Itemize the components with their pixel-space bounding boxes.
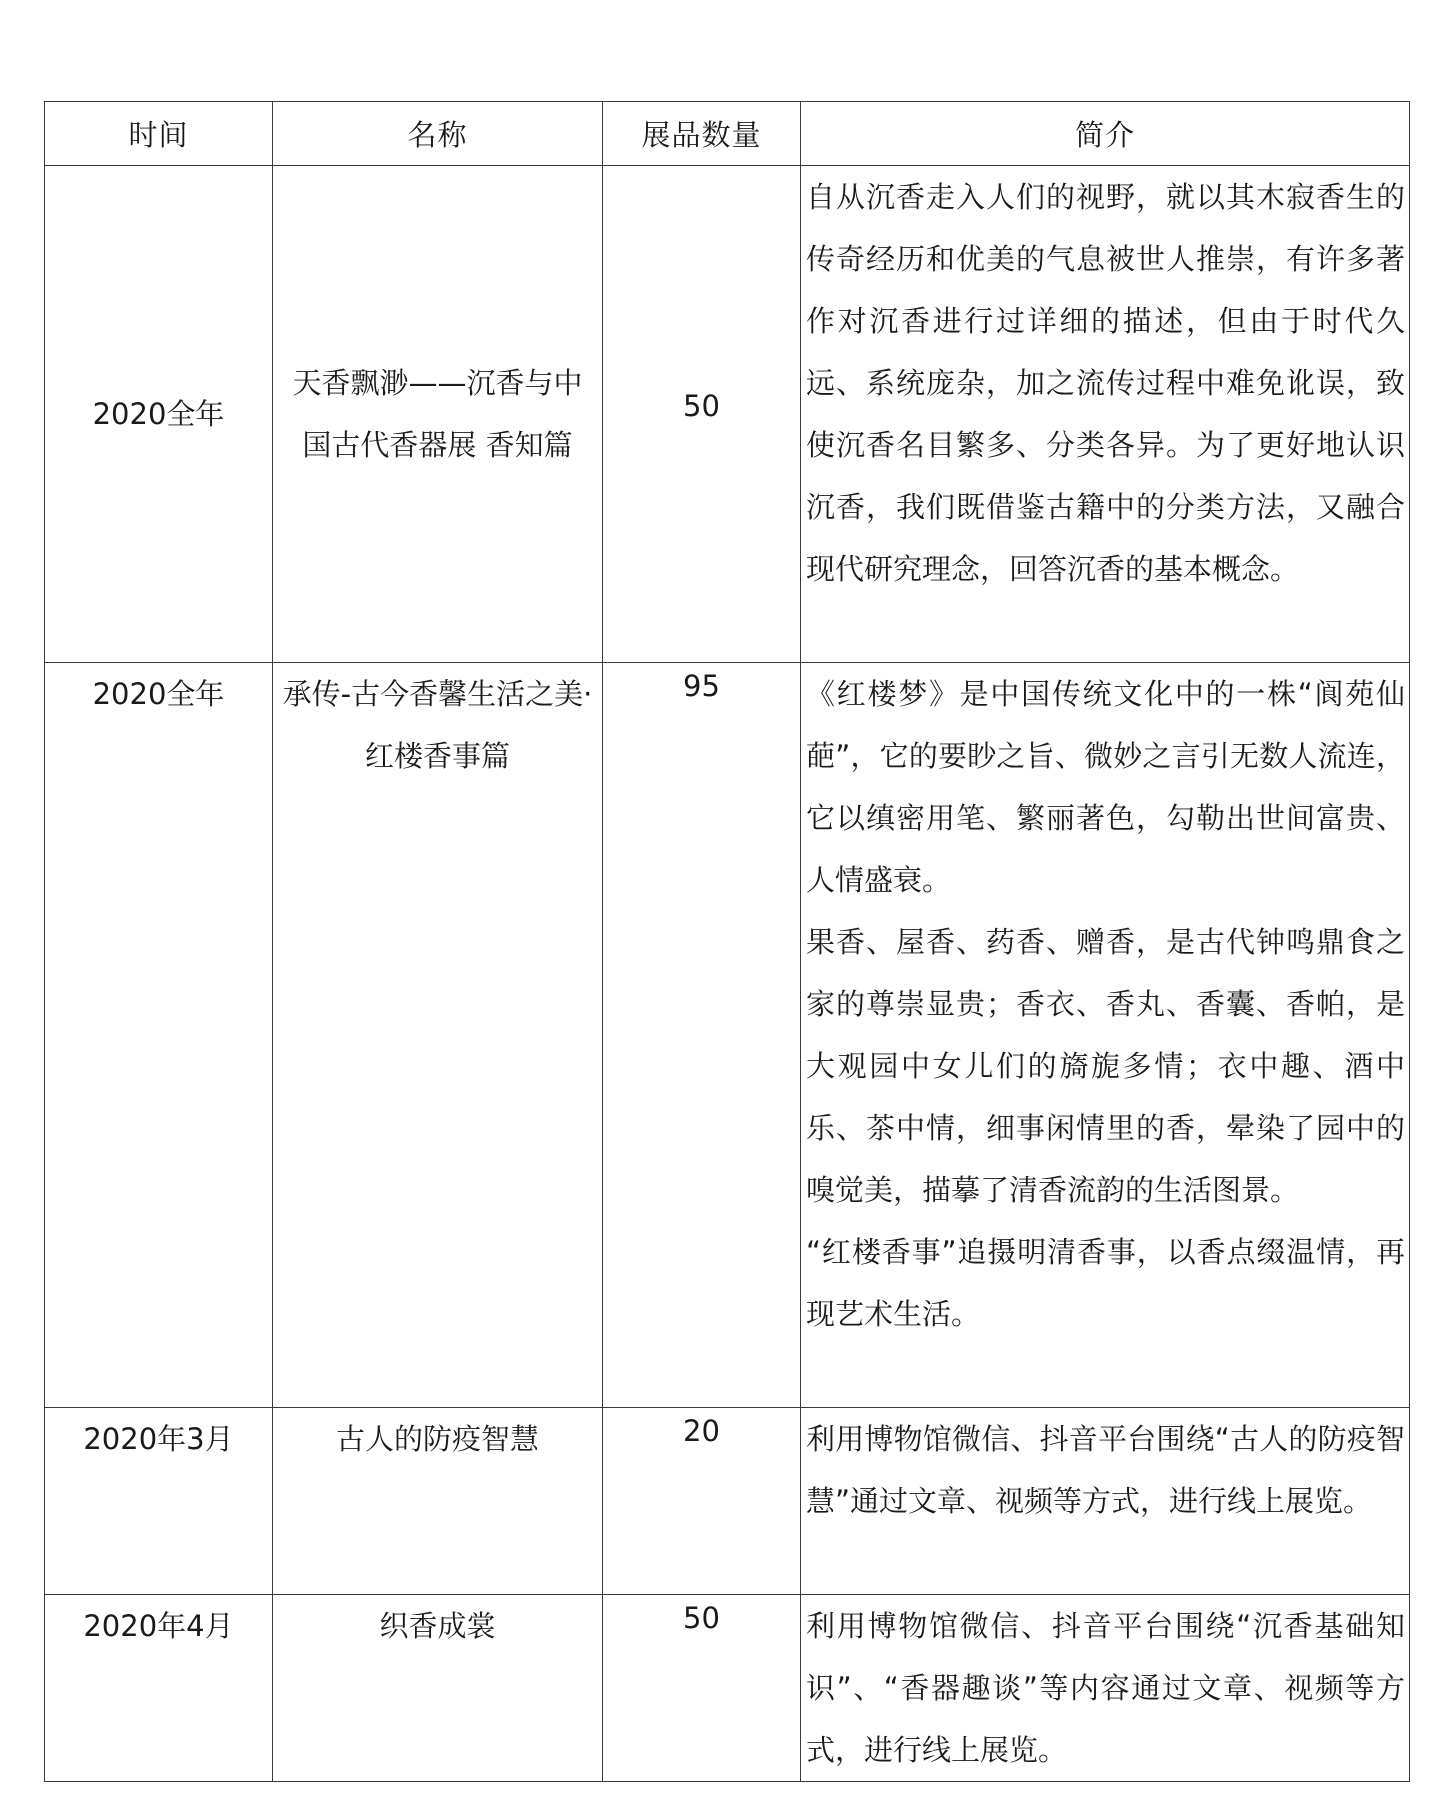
cell-intro	[801, 166, 1410, 663]
table-row	[45, 1595, 1410, 1782]
cell-time	[45, 1408, 273, 1595]
cell-time	[45, 166, 273, 663]
cell-count	[603, 1408, 801, 1595]
cell-count	[603, 663, 801, 1408]
time-text: 2020年3月	[83, 1422, 234, 1456]
name-text: 承传-古今香馨生活之美·红楼香事篇	[282, 677, 593, 773]
count-text: 95	[683, 669, 720, 703]
cell-name	[273, 1408, 603, 1595]
table-row	[45, 166, 1410, 663]
cell-intro	[801, 1408, 1410, 1595]
count-text: 50	[683, 389, 720, 423]
cell-name	[273, 663, 603, 1408]
time-text: 2020全年	[92, 677, 225, 711]
time-text: 2020年4月	[83, 1609, 234, 1643]
count-text: 50	[683, 1601, 720, 1635]
time-text: 2020全年	[92, 397, 225, 431]
name-text: 古人的防疫智慧	[335, 1422, 539, 1456]
header-count: 展品数量	[603, 102, 801, 166]
header-name: 名称	[273, 102, 603, 166]
count-text: 20	[683, 1414, 720, 1448]
cell-intro	[801, 1595, 1410, 1782]
cell-time	[45, 1595, 273, 1782]
exhibition-table	[44, 101, 1410, 1782]
cell-name	[273, 166, 603, 663]
cell-name	[273, 1595, 603, 1782]
table-header-row	[45, 102, 1410, 166]
table-row	[45, 663, 1410, 1408]
intro-paragraph: 《红楼梦》是中国传统文化中的一株“阆苑仙葩”，它的要眇之旨、微妙之言引无数人流连，它以缜密用笔、繁丽著色，勾勒出世间富贵、人情盛衰。	[806, 677, 1405, 897]
cell-intro	[801, 663, 1410, 1408]
intro-paragraph: 自从沉香走入人们的视野，就以其木寂香生的传奇经历和优美的气息被世人推崇，有许多著作对沉香进行过详细的描述，但由于时代久远、系统庞杂，加之流传过程中难免讹误，致使沉香名目繁多、分类各异。为了更好地认识沉香，我们既借鉴古籍中的分类方法，又融合现代研究理念，回答沉香的基本概念。	[806, 180, 1405, 586]
cell-time	[45, 663, 273, 1408]
cell-count	[603, 166, 801, 663]
name-text: 织香成裳	[379, 1609, 496, 1643]
intro-paragraph: “红楼香事”追摄明清香事，以香点缀温情，再现艺术生活。	[806, 1235, 1405, 1331]
intro-paragraph: 果香、屋香、药香、赠香，是古代钟鸣鼎食之家的尊崇显贵；香衣、香丸、香囊、香帕，是大观园中女儿们的旖旎多情；衣中趣、酒中乐、茶中情，细事闲情里的香，晕染了园中的嗅觉美，描摹了清香流韵的生活图景。	[806, 925, 1405, 1207]
cell-count	[603, 1595, 801, 1782]
header-intro: 简介	[801, 102, 1410, 166]
intro-paragraph: 利用博物馆微信、抖音平台围绕“沉香基础知识”、“香器趣谈”等内容通过文章、视频等方式，进行线上展览。	[806, 1609, 1405, 1767]
table-row	[45, 1408, 1410, 1595]
intro-paragraph: 利用博物馆微信、抖音平台围绕“古人的防疫智慧”通过文章、视频等方式，进行线上展览。	[806, 1422, 1405, 1518]
header-time: 时间	[45, 102, 273, 166]
name-text: 天香飘渺——沉香与中国古代香器展 香知篇	[292, 366, 583, 462]
